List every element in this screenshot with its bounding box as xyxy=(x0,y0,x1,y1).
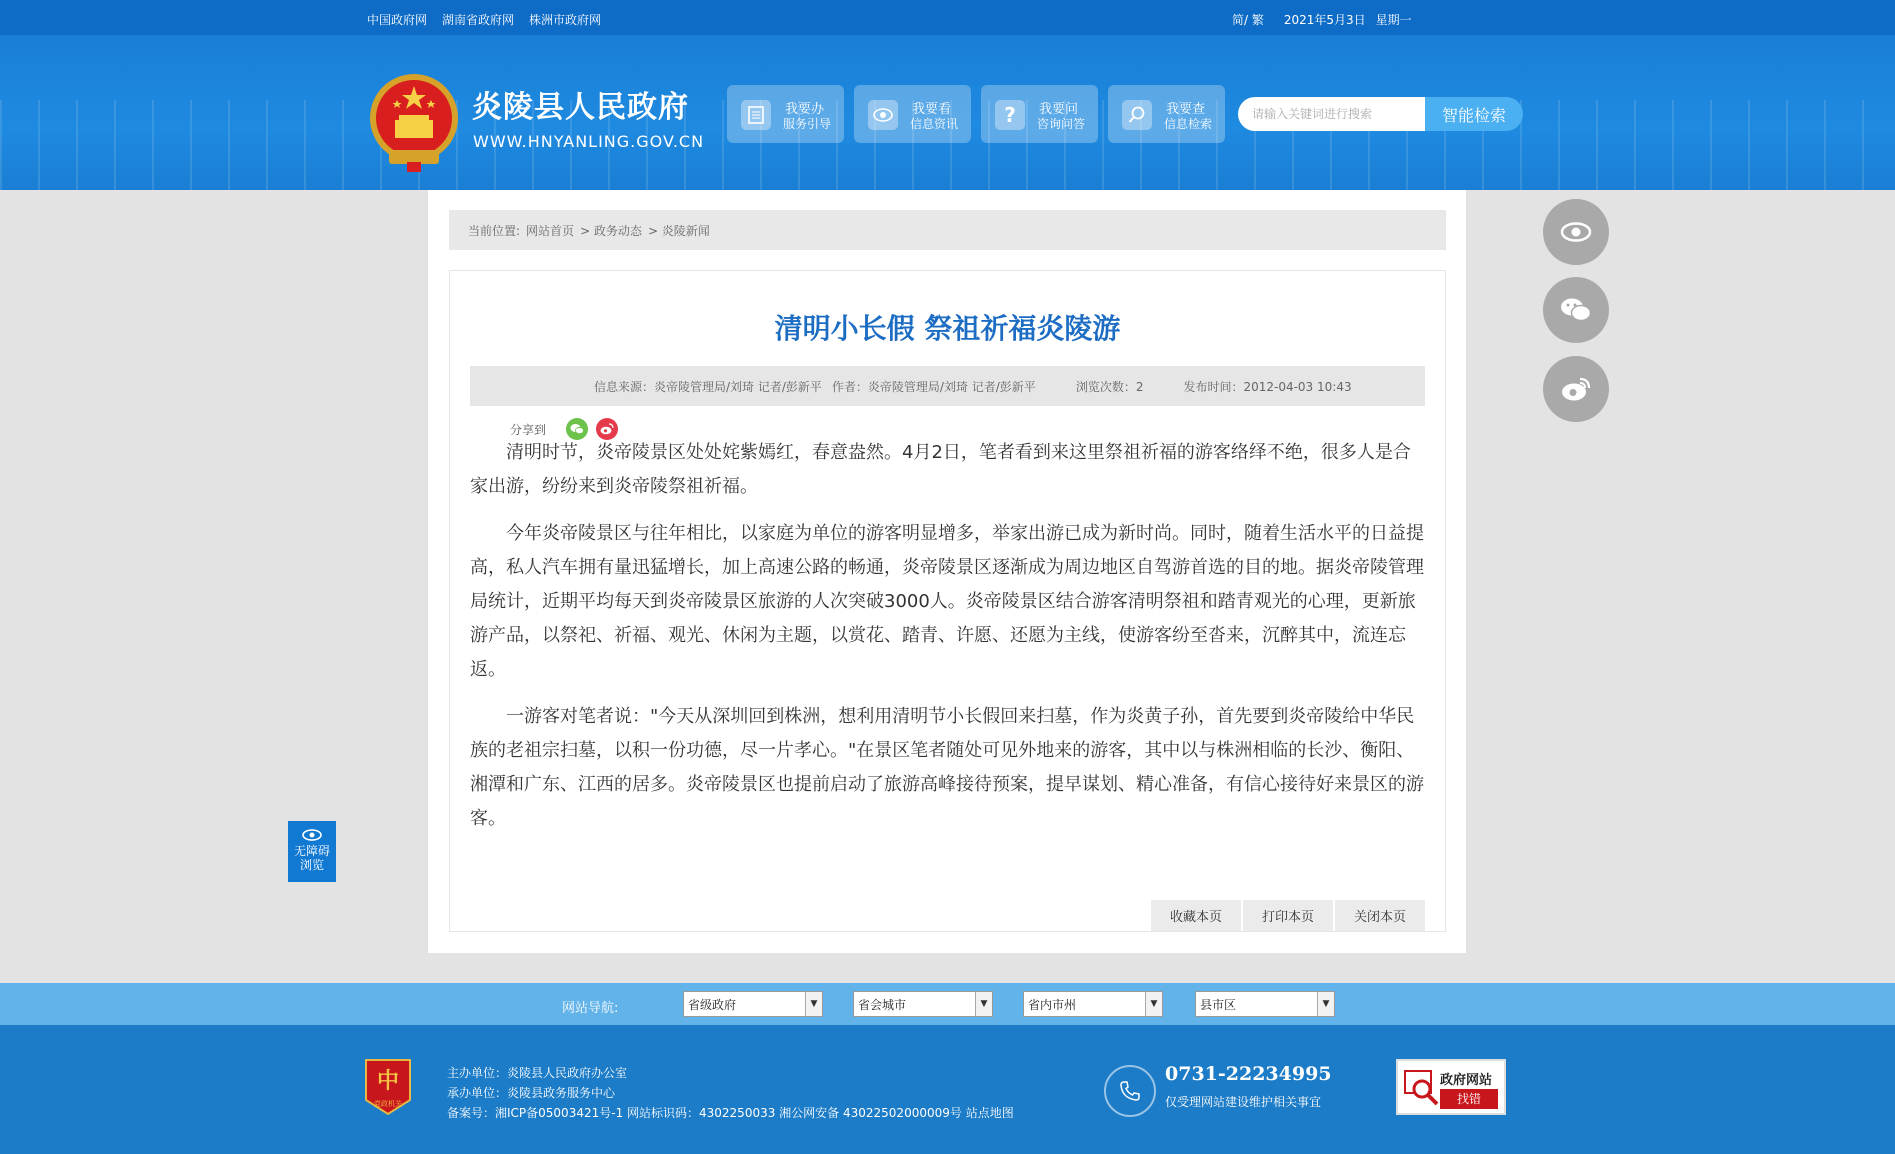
contact-phone: 0731-22234995 xyxy=(1165,1063,1332,1085)
question-icon: ? xyxy=(995,100,1025,130)
link-gov-cn[interactable]: 中国政府网 xyxy=(367,13,428,27)
provincial-gov-select[interactable] xyxy=(683,991,823,1017)
contact-phone-note: 仅受理网站建设维护相关事宜 xyxy=(1165,1095,1322,1109)
close-page-button[interactable]: 关闭本页 xyxy=(1335,900,1425,931)
magnifier-icon xyxy=(1404,1067,1442,1107)
button-subtitle: 信息检索 xyxy=(1164,117,1213,131)
select-value: 省会城市 xyxy=(858,997,907,1012)
eye-icon xyxy=(1560,221,1592,243)
logo-text: 党政机关 xyxy=(374,1100,402,1108)
wechat-float-button[interactable] xyxy=(1543,277,1609,343)
breadcrumb-yanling-news[interactable]: > 炎陵新闻 xyxy=(647,223,710,238)
consult-qa-button[interactable] xyxy=(981,85,1098,143)
article-paragraph: 今年炎帝陵景区与往年相比，以家庭为单位的游客明显增多，举家出游已成为新时尚。同时，随着生活水平的日益提高，私人汽车拥有量迅猛增长，加上高速公路的畅通，炎帝陵景区逐渐成为周边地区自驾游首选的目的地。据炎帝陵管理局统计，近期平均每天到炎帝陵景区旅游的人次突破3000人。炎帝陵景区结合游客清明祭祖和踏青观光的心理，更新旅游产品，以祭祀、祈福、观光、休闲为主题，以赏花、踏青、许愿、还愿为主线，使游客纷至沓来，沉醉其中，流连忘返。 xyxy=(470,523,1424,680)
site-header xyxy=(0,35,1895,190)
party-gov-agency-logo[interactable] xyxy=(362,1056,414,1118)
meta-published: 发布时间：2012-04-03 10:43 xyxy=(1183,379,1352,394)
county-city-select[interactable] xyxy=(1195,991,1335,1017)
article-paragraph: 清明时节，炎帝陵景区处处姹紫嫣红，春意盎然。4月2日，笔者看到来这里祭祖祈福的游客络绎不绝，很多人是合家出游，纷纷来到炎帝陵祭祖祈福。 xyxy=(470,442,1411,497)
prefecture-city-select[interactable] xyxy=(1023,991,1163,1017)
report-error-action: 找错 xyxy=(1440,1089,1498,1109)
top-bar xyxy=(0,0,1895,35)
button-subtitle: 咨询问答 xyxy=(1037,117,1086,131)
top-links xyxy=(367,11,601,28)
breadcrumb-gov-news[interactable]: > 政务动态 xyxy=(580,223,642,238)
share-label: 分享到 xyxy=(510,422,547,437)
article-paragraph: 一游客对笔者说："今天从深圳回到株洲，想利用清明节小长假回来扫墓，作为炎黄子孙，首先要到炎帝陵给中华民族的老祖宗扫墓，以积一份功德，尽一片孝心。"在景区笔者随处可见外地来的游客，其中以与株洲相临的长沙、衡阳、湘潭和广东、江西的居多。炎帝陵景区也提前启动了旅游高峰接待预案，提早谋划、精心准备，有信心接待好来景区的游客。 xyxy=(470,706,1424,829)
footer-sponsor: 主办单位：炎陵县人民政府办公室 xyxy=(447,1066,628,1080)
breadcrumb-home[interactable]: 网站首页 xyxy=(526,223,575,238)
site-domain: WWW.HNYANLING.GOV.CN xyxy=(473,132,705,151)
date-display xyxy=(1284,11,1412,28)
report-error-title: 政府网站 xyxy=(1440,1073,1493,1088)
service-guide-button[interactable] xyxy=(727,85,844,143)
accessibility-label: 无障碍 xyxy=(293,844,330,858)
button-subtitle: 服务引导 xyxy=(783,117,832,131)
document-icon xyxy=(741,100,771,130)
search-input[interactable] xyxy=(1238,97,1425,131)
meta-author: 作者：炎帝陵管理局/刘琦 记者/彭新平 xyxy=(831,379,1036,394)
eye-icon xyxy=(302,829,322,841)
footer-info xyxy=(447,1063,1014,1123)
select-value: 省级政府 xyxy=(688,997,737,1012)
language-toggle[interactable]: 简/ 繁 xyxy=(1232,13,1264,27)
accessibility-button[interactable] xyxy=(288,821,336,882)
button-title: 我要查 xyxy=(1166,102,1206,117)
phone-icon xyxy=(1104,1065,1156,1117)
chevron-down-icon: ▼ xyxy=(1317,992,1334,1016)
weibo-icon xyxy=(1561,376,1591,402)
bookmark-page-button[interactable]: 收藏本页 xyxy=(1151,900,1241,931)
article-meta xyxy=(470,366,1425,406)
article-actions xyxy=(1149,900,1425,931)
button-title: 我要办 xyxy=(785,102,825,117)
footer-record[interactable]: 备案号：湘ICP备05003421号-1 网站标识码：4302250033 湘公网安备 43022502000009号 站点地图 xyxy=(447,1106,1014,1120)
report-error-button[interactable] xyxy=(1396,1059,1506,1115)
site-title[interactable]: 炎陵县人民政府 xyxy=(472,90,689,125)
chevron-down-icon: ▼ xyxy=(1145,992,1162,1016)
chevron-down-icon: ▼ xyxy=(975,992,992,1016)
button-subtitle: 信息资讯 xyxy=(910,117,959,131)
view-float-button[interactable] xyxy=(1543,199,1609,265)
eye-icon xyxy=(868,100,898,130)
select-value: 省内市州 xyxy=(1028,997,1077,1012)
button-title: 我要问 xyxy=(1039,102,1079,117)
breadcrumb xyxy=(449,210,1446,250)
breadcrumb-prefix: 当前位置: xyxy=(468,223,521,238)
meta-views: 浏览次数：2 xyxy=(1075,379,1144,394)
article-title: 清明小长假 祭祖祈福炎陵游 xyxy=(774,312,1121,345)
content-panel xyxy=(428,190,1466,953)
link-hunan-gov[interactable]: 湖南省政府网 xyxy=(442,13,515,27)
article-body xyxy=(470,436,1425,849)
wechat-icon xyxy=(1560,297,1592,323)
search-icon xyxy=(1122,100,1152,130)
chevron-down-icon: ▼ xyxy=(805,992,822,1016)
date-text: 2021年5月3日 xyxy=(1283,13,1366,27)
accessibility-label-2: 浏览 xyxy=(299,858,324,872)
site-navigation-bar xyxy=(0,983,1895,1025)
footer-organizer: 承办单位：炎陵县政务服务中心 xyxy=(447,1086,616,1100)
article-container xyxy=(449,270,1446,932)
weekday-text: 星期一 xyxy=(1375,13,1412,27)
top-right xyxy=(1232,11,1412,28)
site-nav-label: 网站导航: xyxy=(562,1001,619,1016)
meta-source: 信息来源：炎帝陵管理局/刘琦 记者/彭新平 xyxy=(594,379,822,394)
print-page-button[interactable]: 打印本页 xyxy=(1243,900,1333,931)
info-retrieval-button[interactable] xyxy=(1108,85,1225,143)
svg-text:中: 中 xyxy=(376,1068,400,1094)
button-title: 我要看 xyxy=(912,102,952,117)
smart-search-button[interactable]: 智能检索 xyxy=(1425,97,1523,131)
site-footer xyxy=(0,1025,1895,1154)
select-value: 县市区 xyxy=(1200,997,1237,1012)
info-news-button[interactable] xyxy=(854,85,971,143)
weibo-float-button[interactable] xyxy=(1543,356,1609,422)
link-zhuzhou-gov[interactable]: 株洲市政府网 xyxy=(529,13,602,27)
national-emblem-icon xyxy=(367,70,461,174)
provincial-capital-select[interactable] xyxy=(853,991,993,1017)
